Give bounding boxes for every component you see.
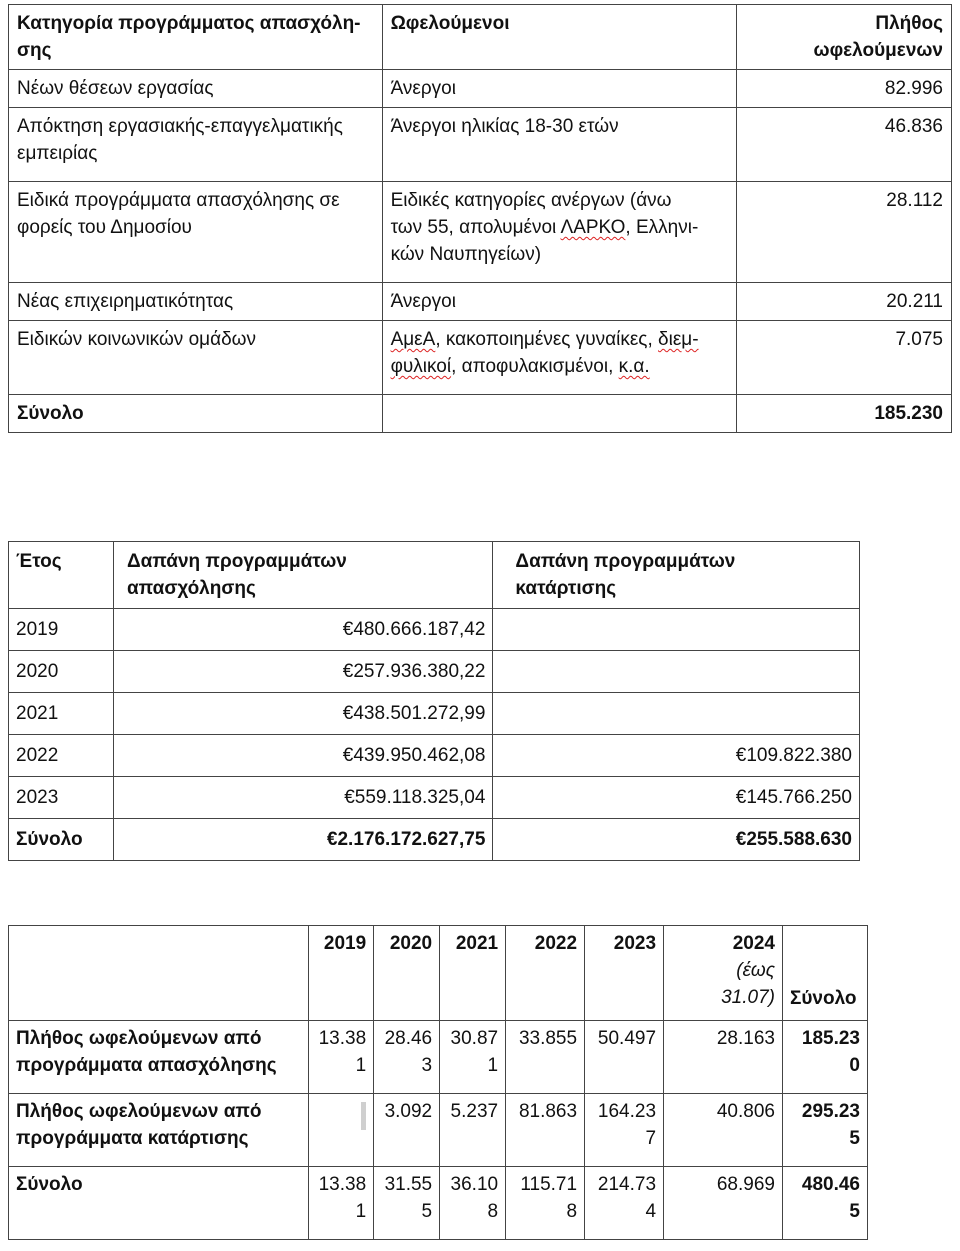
column-header-year: 2023 (585, 926, 664, 1021)
empty-cell (382, 395, 737, 433)
count-cell: 46.836 (737, 108, 952, 182)
table-row (9, 283, 952, 321)
value-cell: 214.73 4 (585, 1167, 664, 1240)
table-row (9, 108, 952, 182)
count-cell: 28.112 (737, 182, 952, 283)
column-header-total: Σύνολο (782, 926, 867, 1021)
category-cell: Νέων θέσεων εργασίας (9, 70, 383, 108)
column-header-year: 2019 (309, 926, 374, 1021)
table-row (9, 182, 952, 283)
column-header-year-2024 (664, 926, 783, 1021)
training-spend-cell (493, 651, 860, 693)
table-row (9, 651, 860, 693)
table-header-row (9, 926, 868, 1021)
table-row (9, 693, 860, 735)
table-header-row (9, 542, 860, 609)
beneficiaries-text: , αποφυλακισμένοι, (451, 356, 619, 377)
category-cell: Νέας επιχειρηματικότητας (9, 283, 383, 321)
row-total-cell: 185.23 0 (782, 1021, 867, 1094)
table-row (9, 321, 952, 395)
count-cell: 82.996 (737, 70, 952, 108)
value-cell: 13.38 1 (309, 1167, 374, 1240)
table-row (9, 1021, 868, 1094)
value-cell: 50.497 (585, 1021, 664, 1094)
column-header-year: 2021 (440, 926, 506, 1021)
value-cell: 40.806 (664, 1094, 783, 1167)
program-expenditure-table (8, 541, 860, 861)
beneficiaries-cell: Άνεργοι (382, 283, 737, 321)
year-cell: 2023 (9, 777, 114, 819)
year-cell: 2019 (9, 609, 114, 651)
column-header-count: Πλήθος ωφελούμενων (737, 5, 952, 70)
total-employment-spend: €2.176.172.627,75 (113, 819, 492, 861)
total-row (9, 1167, 868, 1240)
spellcheck-word: κ.α. (618, 356, 650, 377)
year-2024-note: (έως 31.07) (721, 960, 775, 1008)
beneficiaries-cell (382, 321, 737, 395)
table-row (9, 1094, 868, 1167)
beneficiaries-by-program-table (8, 4, 952, 433)
employment-spend-cell: €559.118.325,04 (113, 777, 492, 819)
value-cell: 5.237 (440, 1094, 506, 1167)
value-cell: 164.23 7 (585, 1094, 664, 1167)
employment-spend-cell: €257.936.380,22 (113, 651, 492, 693)
category-cell: Απόκτηση εργασιακής-επαγγελματικής εμπειρίας (9, 108, 383, 182)
beneficiaries-text: , Ελληνι-κών Ναυπηγείων) (390, 217, 699, 265)
column-header-year: Έτος (9, 542, 114, 609)
column-header-year: 2022 (506, 926, 585, 1021)
row-label: Πλήθος ωφελούμενων από προγράμματα κατάρτισης (9, 1094, 309, 1167)
year-cell: 2021 (9, 693, 114, 735)
beneficiaries-by-year-table (8, 925, 868, 1240)
total-training-spend: €255.588.630 (493, 819, 860, 861)
value-cell: 33.855 (506, 1021, 585, 1094)
total-value: 185.230 (737, 395, 952, 433)
table-row (9, 735, 860, 777)
category-cell: Ειδικά προγράμματα απασχόλησης σε φορείς του Δημοσίου (9, 182, 383, 283)
spellcheck-word: διεμ-φυλικοί (390, 329, 699, 377)
table-row (9, 777, 860, 819)
value-cell: 115.71 8 (506, 1167, 585, 1240)
value-cell: 3.092 (374, 1094, 440, 1167)
spellcheck-word: ΑμεΑ (390, 329, 436, 350)
row-total-cell: 480.46 5 (782, 1167, 867, 1240)
beneficiaries-text: , κακοποιημένες γυναίκες, (435, 329, 659, 350)
count-cell: 7.075 (737, 321, 952, 395)
value-cell (309, 1094, 374, 1167)
training-spend-cell (493, 609, 860, 651)
category-cell: Ειδικών κοινωνικών ομάδων (9, 321, 383, 395)
column-header-year: 2020 (374, 926, 440, 1021)
table-row (9, 70, 952, 108)
total-row (9, 395, 952, 433)
spellcheck-word: ΛΑΡΚΟ (560, 217, 626, 238)
year-cell: 2020 (9, 651, 114, 693)
empty-header-cell (9, 926, 309, 1021)
beneficiaries-cell: Άνεργοι (382, 70, 737, 108)
year-cell: 2022 (9, 735, 114, 777)
value-cell: 28.46 3 (374, 1021, 440, 1094)
table-header-row (9, 5, 952, 70)
beneficiaries-text: Ειδικές κατηγορίες ανέργων (άνω των 55, απολυμένοι (390, 190, 672, 238)
year-2024-label: 2024 (732, 933, 775, 954)
value-cell: 31.55 5 (374, 1167, 440, 1240)
column-header-category: Κατηγορία προγράμματος απασχόλη-σης (9, 5, 383, 70)
value-cell: 28.163 (664, 1021, 783, 1094)
column-header-beneficiaries: Ωφελούμενοι (382, 5, 737, 70)
value-cell: 36.10 8 (440, 1167, 506, 1240)
value-cell: 13.38 1 (309, 1021, 374, 1094)
row-label: Σύνολο (9, 1167, 309, 1240)
value-cell: 81.863 (506, 1094, 585, 1167)
value-cell: 68.969 (664, 1167, 783, 1240)
beneficiaries-cell: Άνεργοι ηλικίας 18-30 ετών (382, 108, 737, 182)
employment-spend-cell: €480.666.187,42 (113, 609, 492, 651)
total-label: Σύνολο (9, 395, 383, 433)
column-header-employment-spend: Δαπάνη προγραμμάτων απασχόλησης (113, 542, 492, 609)
row-label: Πλήθος ωφελούμενων από προγράμματα απασχόλησης (9, 1021, 309, 1094)
text-cursor-mark (361, 1102, 366, 1130)
value-cell: 30.87 1 (440, 1021, 506, 1094)
training-spend-cell: €145.766.250 (493, 777, 860, 819)
count-cell: 20.211 (737, 283, 952, 321)
table-row (9, 609, 860, 651)
beneficiaries-cell (382, 182, 737, 283)
total-row (9, 819, 860, 861)
employment-spend-cell: €439.950.462,08 (113, 735, 492, 777)
total-label: Σύνολο (9, 819, 114, 861)
training-spend-cell: €109.822.380 (493, 735, 860, 777)
column-header-training-spend: Δαπάνη προγραμμάτων κατάρτισης (493, 542, 860, 609)
training-spend-cell (493, 693, 860, 735)
row-total-cell: 295.23 5 (782, 1094, 867, 1167)
employment-spend-cell: €438.501.272,99 (113, 693, 492, 735)
